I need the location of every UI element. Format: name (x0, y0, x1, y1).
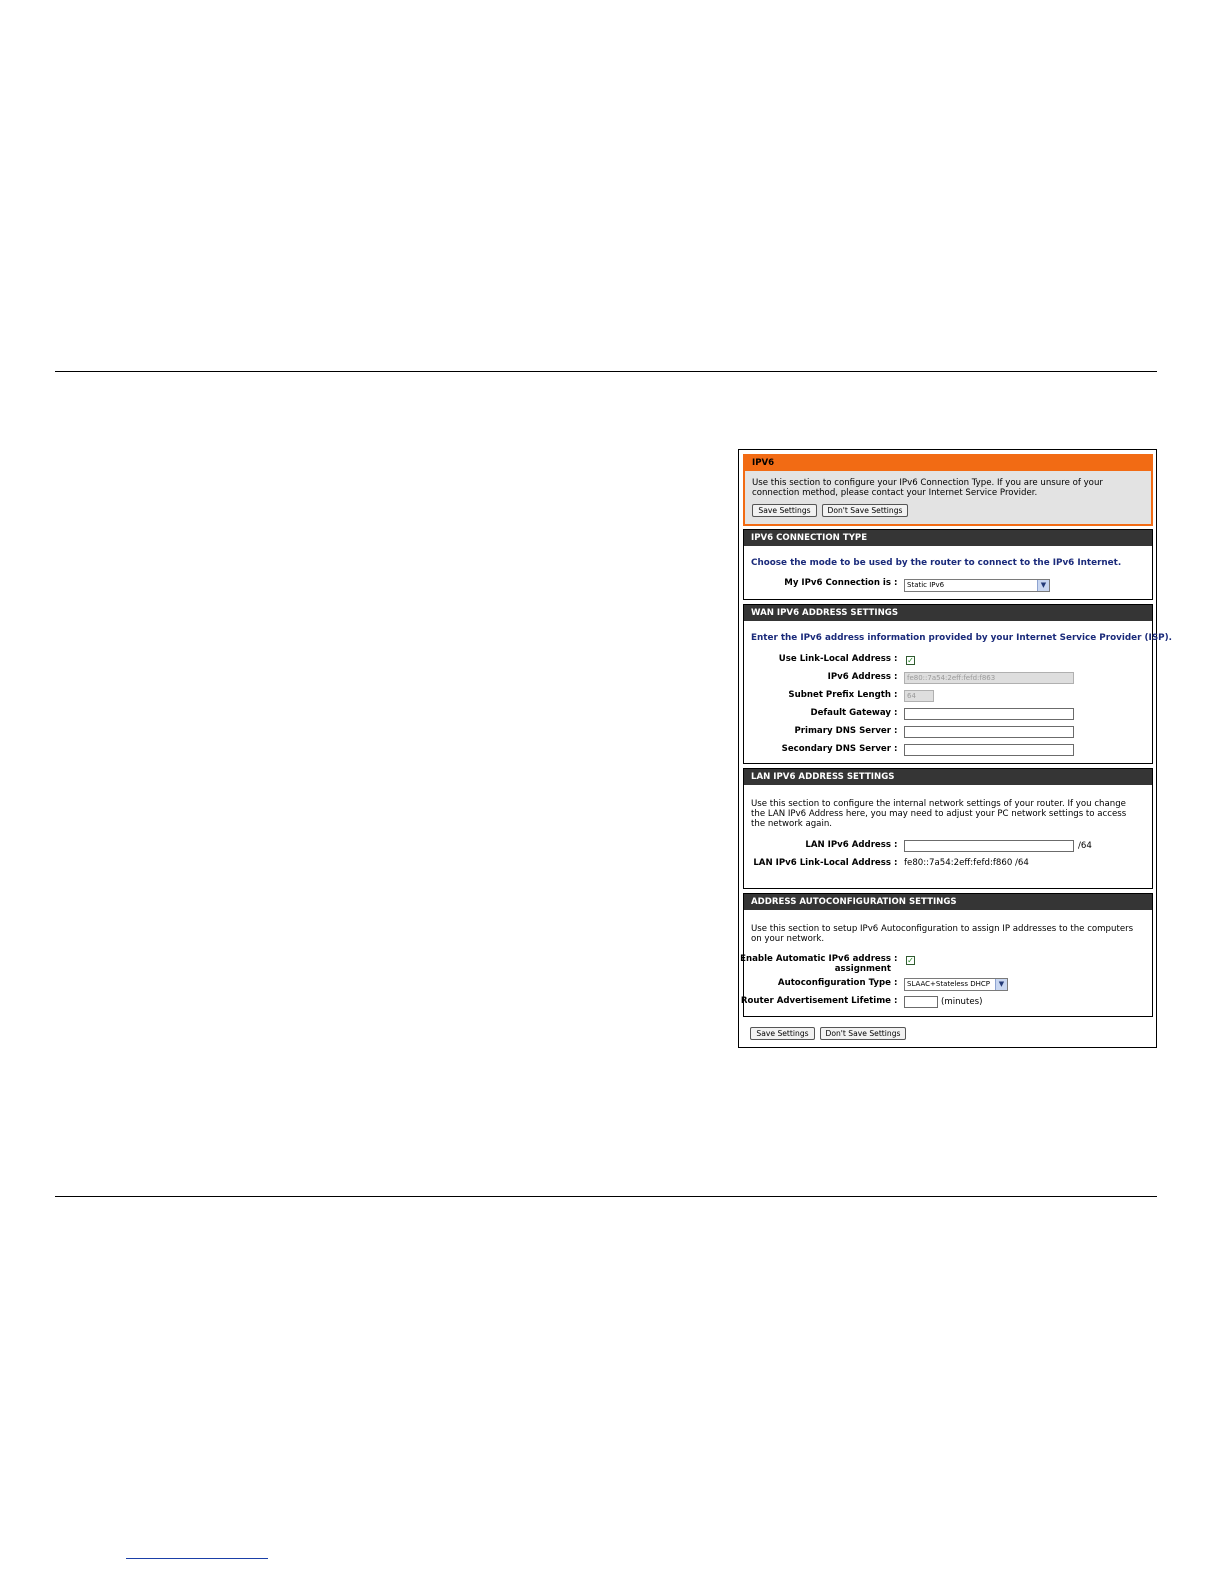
colon: : (894, 858, 898, 868)
chevron-down-icon: ▼ (1037, 580, 1049, 591)
router-advertisement-lifetime-input[interactable] (904, 996, 938, 1008)
lan-section-title: LAN IPV6 ADDRESS SETTINGS (744, 769, 1152, 785)
footer-link-underline[interactable] (126, 1558, 268, 1559)
secondary-dns-input[interactable] (904, 744, 1074, 756)
connection-type-lead: Choose the mode to be used by the router to connect to the IPv6 Internet. (751, 558, 1122, 568)
autoconfig-description: Use this section to setup IPv6 Autoconfiguration to assign IP addresses to the computers on your network. (751, 924, 1134, 944)
lan-ipv6-address-label: LAN IPv6 Address (805, 840, 891, 850)
page-bottom-rule (55, 1196, 1157, 1197)
lan-description: Use this section to configure the internal network settings of your router. If you change the LAN IPv6 Address here, you may need to adjust your PC network settings to access the network again. (751, 799, 1127, 829)
save-settings-button-top[interactable]: Save Settings (752, 504, 817, 517)
autoconfig-section-title: ADDRESS AUTOCONFIGURATION SETTINGS (744, 894, 1152, 910)
default-gateway-input[interactable] (904, 708, 1074, 720)
wan-section-title: WAN IPV6 ADDRESS SETTINGS (744, 605, 1152, 621)
autoconfig-section (740, 893, 1153, 1017)
colon: : (894, 690, 898, 700)
subnet-prefix-length-label: Subnet Prefix Length (788, 690, 891, 700)
ipv6-address-label: IPv6 Address (827, 672, 891, 682)
use-link-local-label: Use Link-Local Address (778, 654, 891, 664)
colon: : (894, 578, 898, 588)
lan-prefix-suffix: /64 (1078, 841, 1092, 851)
wan-lead: Enter the IPv6 address information provided by your Internet Service Provider (ISP). (751, 633, 1172, 643)
ipv6-section (743, 454, 1153, 526)
colon: : (894, 708, 898, 718)
enable-auto-ipv6-label-line1: Enable Automatic IPv6 address (740, 954, 891, 964)
enable-auto-ipv6-label-line2: assignment (834, 964, 891, 974)
ipv6-address-input[interactable]: fe80::7a54:2eff:fefd:f863 (904, 672, 1074, 684)
autoconfig-type-selected: SLAAC+Stateless DHCP (907, 980, 990, 988)
dont-save-settings-button-bottom[interactable]: Don't Save Settings (820, 1027, 906, 1040)
wan-section (743, 604, 1172, 764)
enable-auto-ipv6-checkbox[interactable]: ✓ (907, 956, 914, 965)
connection-type-section (743, 529, 1153, 600)
colon: : (894, 978, 898, 988)
colon: : (894, 840, 898, 850)
primary-dns-label: Primary DNS Server (794, 726, 891, 736)
lan-link-local-label: LAN IPv6 Link-Local Address (753, 858, 891, 868)
lan-section (743, 768, 1153, 889)
router-advertisement-lifetime-label: Router Advertisement Lifetime (740, 996, 891, 1006)
colon: : (894, 726, 898, 736)
colon: : (894, 996, 898, 1006)
connection-type-label: My IPv6 Connection is (784, 578, 891, 588)
colon: : (894, 744, 898, 754)
dont-save-settings-button-top[interactable]: Don't Save Settings (822, 504, 908, 517)
lan-link-local-value: fe80::7a54:2eff:fefd:f860 /64 (904, 858, 1029, 868)
autoconfig-type-label: Autoconfiguration Type (777, 978, 891, 988)
subnet-prefix-length-input[interactable]: 64 (904, 690, 934, 702)
default-gateway-label: Default Gateway (810, 708, 891, 718)
autoconfig-type-select[interactable] (904, 978, 1008, 991)
connection-type-title: IPV6 CONNECTION TYPE (744, 530, 1152, 546)
lan-ipv6-address-input[interactable] (904, 840, 1074, 852)
use-link-local-checkbox[interactable]: ✓ (907, 656, 914, 665)
ipv6-description: Use this section to configure your IPv6 Connection Type. If you are unsure of your connection method, please contact your Internet Service Provider. (752, 478, 1103, 498)
connection-type-selected: Static IPv6 (907, 581, 945, 589)
colon: : (894, 672, 898, 682)
secondary-dns-label: Secondary DNS Server (781, 744, 891, 754)
ipv6-section-title: IPV6 (745, 456, 1151, 471)
lifetime-unit: (minutes) (941, 997, 983, 1007)
colon: : (894, 654, 898, 664)
chevron-down-icon: ▼ (995, 979, 1007, 990)
page-top-rule (55, 371, 1157, 372)
connection-type-select[interactable] (904, 579, 1050, 592)
router-settings-panel (738, 449, 1172, 1048)
save-settings-button-bottom[interactable]: Save Settings (750, 1027, 815, 1040)
colon: : (894, 954, 898, 964)
primary-dns-input[interactable] (904, 726, 1074, 738)
